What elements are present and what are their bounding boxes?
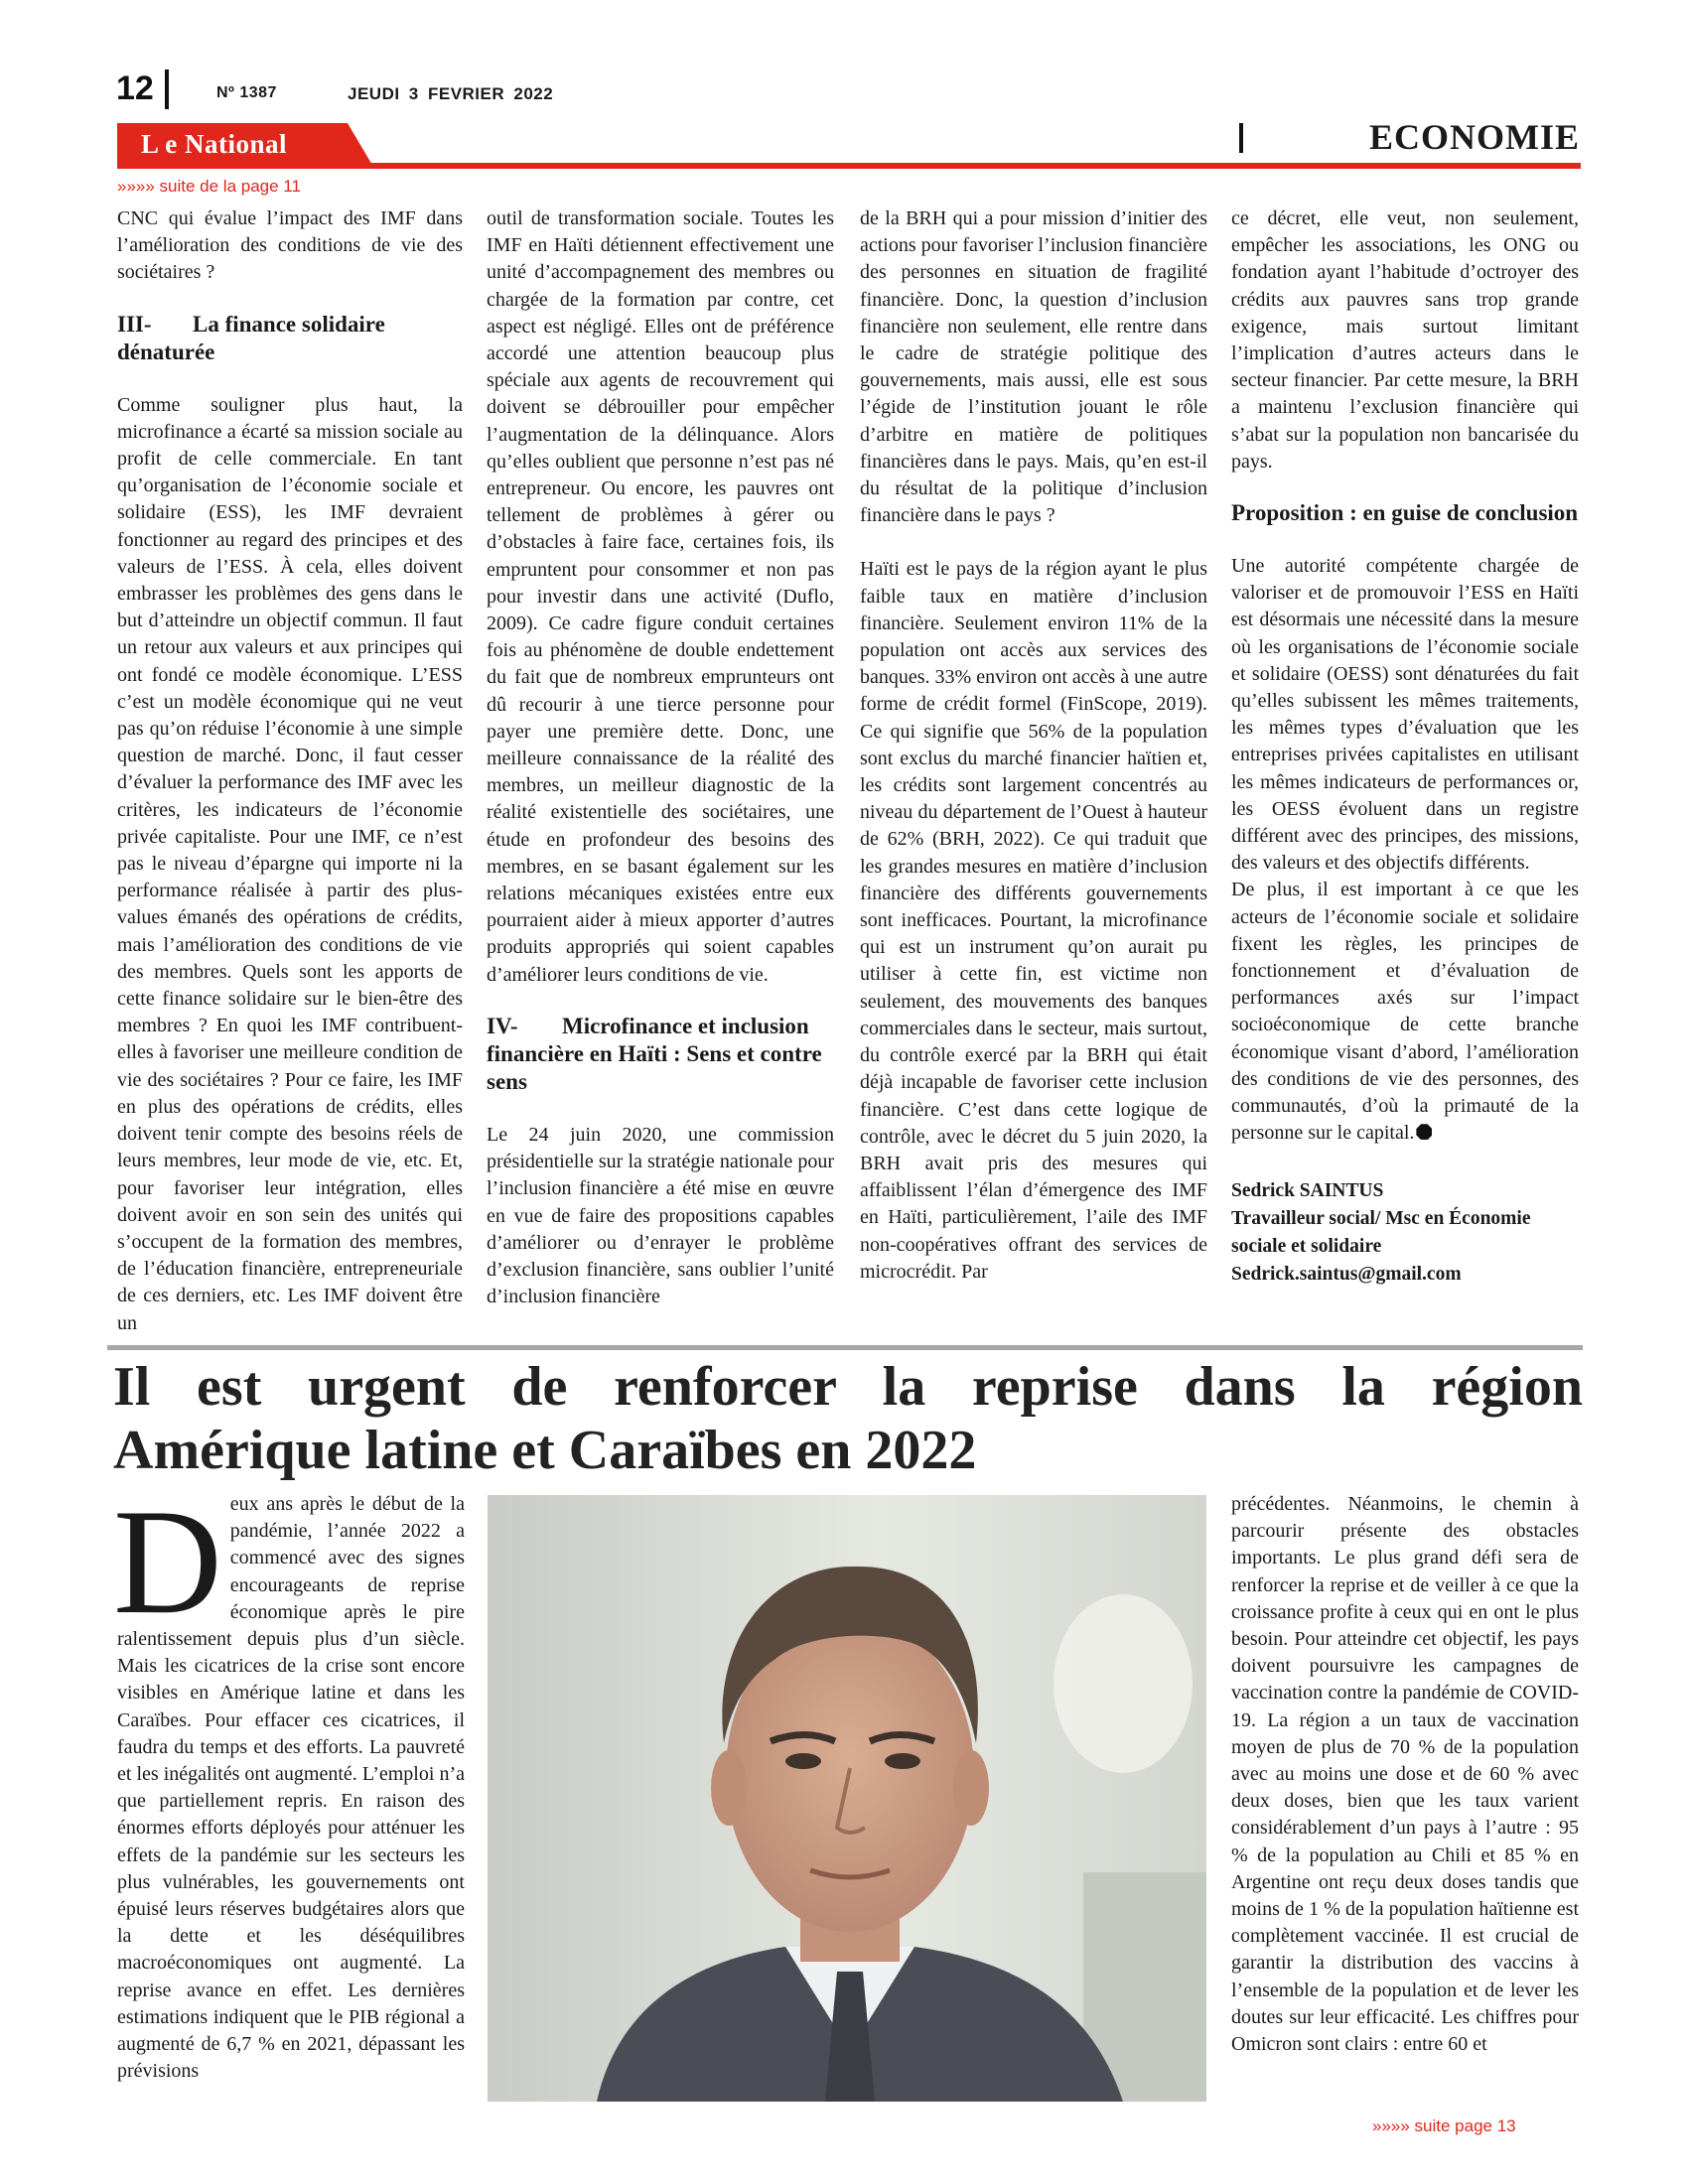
- paragraph: [1231, 877, 1579, 1147]
- header-red-rule: [117, 163, 1581, 169]
- paragraph: Haïti est le pays de la région ayant le plus faible taux en matière d’inclusion financière. Seulement environ 11% de la population ont accès aux services des banques. 33% environ ont accès à une autre forme de crédit formel (FinScope, 2019). Ce qui signifie que 56% de la population sont exclus du marché financier haïtien et, les crédits sont largement concentrés au niveau du département de l’Ouest à hauteur de 62% (BRH, 2022). Ce qui traduit que les grandes mesures en matière d’inclusion financière des différents gouvernements sont inefficaces. Pourtant, la microfinance qui est un instrument qu’on aurait pu utiliser à cette fin, est victime non seulement, des mouvements des banques commerciales dans le secteur, mais surtout, du contrôle exercé par la BRH qui était déjà incapable de favoriser cette inclusion financière. C’est dans cette logique de contrôle, avec le décret du 5 juin 2020, la BRH avait pris des mesures qui affaiblissent l’élan d’émergence des IMF en Haïti, particulièrement, l’aile des IMF non-coopératives offrant des services de microcrédit. Par: [860, 558, 1207, 1283]
- continued-from-link[interactable]: »»»» suite de la page 11: [117, 177, 301, 196]
- paragraph: Le 24 juin 2020, une commission présidentielle sur la stratégie nationale pour l’inclusion financière a été mise en œuvre en vue de faire des propositions capables d’améliorer ou d’enrayer le problème d’exclusion financière, sans oublier l’unité d’inclusion financière: [487, 1123, 834, 1308]
- subheading-text: Microfinance et inclusion financière en Haïti : Sens et contre sens: [487, 1013, 822, 1094]
- article2-column-4: [1231, 1491, 1579, 2058]
- section-divider: [1239, 123, 1243, 153]
- subheading-number: III-: [117, 311, 152, 337]
- author-email[interactable]: Sedrick.saintus@gmail.com: [1231, 1263, 1462, 1285]
- issue-date: JEUDI 3 FEVRIER 2022: [348, 84, 554, 103]
- subheading-iii: [117, 311, 463, 366]
- newspaper-brand-tab: [117, 123, 373, 167]
- portrait-illustration: [488, 1495, 1206, 2102]
- paragraph: ce décret, elle veut, non seulement, empêcher les associations, les ONG ou fondation ayant l’habitude d’octroyer des crédits aux pauvres sans trop grande exigence, mais surtout limitant l’implication d’autres acteurs dans le secteur financier. Par cette mesure, la BRH a maintenu l’exclusion financière qui s’abat sur la population non bancarisée du pays.: [1231, 207, 1579, 473]
- author-name: Sedrick SAINTUS: [1231, 1179, 1384, 1201]
- byline: [1231, 1177, 1579, 1289]
- issue-number: Nº 1387: [216, 84, 277, 101]
- paragraph: CNC qui évalue l’impact des IMF dans l’amélioration des conditions de vie des sociétaires ?: [117, 207, 463, 284]
- article1-column-4: [1231, 205, 1579, 1289]
- end-of-article-icon: [1416, 1124, 1432, 1140]
- paragraph-text: De plus, il est important à ce que les acteurs de l’économie sociale et solidaire fixent les règles, les principes de fonctionnement et d’évaluation de performances axés sur l’impact socioéconomique de cette branche économique visant d’abord, l’amélioration des conditions de vie des personnes, des communautés, d’où la primauté de la personne sur le capital.: [1231, 879, 1579, 1145]
- paragraph: outil de transformation sociale. Toutes les IMF en Haïti détiennent effectivement une unité d’accompagnement des membres ou chargée de la formation par contre, cet aspect est négligé. Elles ont de préférence accordé une attention beaucoup plus spéciale aux agents de recouvrement qui doivent se débrouiller pour empêcher l’augmentation de la délinquance. Alors qu’elles oublient que personne n’est pas né entrepreneur. Ou encore, les pauvres ont tellement de problèmes à gérer ou d’obstacles à faire face, certaines fois, ils empruntent pour consommer et non pas pour investir dans une activité (Duflo, 2009). Ce cadre figure conduit certaines fois au phénomène de double endettement du fait que de nombreux emprunteurs ont dû recourir à une tierce personne pour payer une première dette. Donc, une meilleure connaissance de la réalité des membres, un meilleur diagnostic de la réalité existentielle des sociétaires, une étude en profondeur des besoins des membres, en se basant également sur les relations mécaniques existées entre eux pourraient aider à mieux apporter d’autres produits appropriés qui soient capables d’améliorer leurs conditions de vie.: [487, 207, 834, 986]
- paragraph: Une autorité compétente chargée de valoriser et de promouvoir l’ESS en Haïti est désormais une nécessité dans la mesure où les organisations de l’économie sociale et solidaire (OESS) sont dénaturées du fait qu’elles subissent les mêmes traitements, les mêmes types d’évaluation que les entreprises privées capitalistes en utilisant les mêmes indicateurs de performances or, les OESS évoluent dans un registre différent avec des principes, des missions, des valeurs et des objectifs différents.: [1231, 555, 1579, 875]
- headline-line-1: Il est urgent de renforcer la reprise dans la région: [113, 1356, 1583, 1418]
- article1-column-1: [117, 205, 463, 1337]
- paragraph: eux ans après le début de la pandémie, l’année 2022 a commencé avec des signes encourageants de reprise économique après le pire ralentissement depuis plus d’un siècle. Mais les cicatrices de la crise sont encore visibles en Amérique latine et dans les Caraïbes. Pour effacer ces cicatrices, il faudra du temps et des efforts. La pauvreté et les inégalités ont augmenté. L’emploi n’a que partiellement repris. En raison des énormes efforts déployés pour atténuer les effets de la pandémie sur les secteurs les plus vulnérables, les gouvernements ont épuisé leurs réserves budgétaires alors que la dette et les déséquilibres macroéconomiques ont augmenté. La reprise avance en effet. Les dernières estimations indiquent que le PIB régional a augmenté de 6,7 % en 2021, dépassant les prévisions: [117, 1493, 465, 2083]
- newspaper-name: L e National: [141, 129, 288, 159]
- page-number-divider: [165, 69, 169, 109]
- paragraph: Comme souligner plus haut, la microfinance a écarté sa mission sociale au profit de celle commerciale. En tant qu’organisation de l’économie sociale et solidaire (ESS), les IMF devraient fonctionner au regard des principes et des valeurs de l’ESS. À cela, elles doivent embrasser les problèmes des gens dans le but d’atteindre un objectif commun. Il faut un retour aux valeurs et aux principes qui ont fondé ce modèle économique. L’ESS c’est un modèle économique qui ne veut pas qu’on réduise l’économie à une simple question de marché. Donc, il faut cesser d’évaluer la performance des IMF avec les critères, les indicateurs de l’économie privée capitaliste. Pour une IMF, ce n’est pas le niveau d’épargne qui importe ni la performance réalisée à partir des plus-values émanés des opérations de crédits, mais l’amélioration des conditions de vie des membres. Quels sont les apports de cette finance solidaire sur le bien-être des membres ? En quoi les IMF contribuent-elles à favoriser une meilleure condition de vie des sociétaires ? Pour ce faire, les IMF en plus des opérations de crédits, elles doivent tenir compte des besoins réels de leurs membres, leur mode de vie, etc. Et, pour favoriser leur intégration, elles doivent avoir en son sein des unités qui s’occupent de la formation des membres, de l’éducation financière, entrepreneuriale de ces derniers, etc. Les IMF doivent être un: [117, 393, 463, 1334]
- portrait-photo: [488, 1495, 1206, 2102]
- subheading-conclusion: Proposition : en guise de conclusion: [1231, 500, 1579, 526]
- page-number: 12: [116, 69, 154, 107]
- article-divider: [107, 1345, 1583, 1350]
- continued-to-link[interactable]: »»»» suite page 13: [1372, 2116, 1516, 2135]
- section-title: ECONOMIE: [1368, 117, 1580, 157]
- drop-cap: D: [113, 1478, 222, 1645]
- article1-column-2: [487, 205, 834, 1310]
- article2-column-1: [113, 1478, 465, 2085]
- paragraph: précédentes. Néanmoins, le chemin à parcourir présente des obstacles importants. Le plus grand défi sera de renforcer la reprise et de veiller à ce que la croissance profite à ceux qui en ont le plus besoin. Pour atteindre cet objectif, les pays doivent poursuivre les campagnes de vaccination contre la pandémie de COVID-19. La région a un taux de vaccination moyen de plus de 70 % de la population avec au moins une dose et de 60 % avec deux doses, bien que les taux varient considérablement d’un pays à l’autre : 95 % de la population au Chili et 85 % en Argentine ont reçu deux doses tandis que moins de 1 % de la population haïtienne est complètement vaccinée. Il est crucial de garantir la distribution des vaccins à l’ensemble de la population et de lever les doutes sur leur efficacité. Les chiffres pour Omicron sont clairs : entre 60 et: [1231, 1493, 1579, 2056]
- subheading-text: La finance solidaire dénaturée: [117, 311, 385, 364]
- article2-headline: [113, 1355, 1583, 1482]
- paragraph: de la BRH qui a pour mission d’initier des actions pour favoriser l’inclusion financière des personnes en situation de fragilité financière. Donc, la question d’inclusion financière non seulement, elle rentre dans le cadre de stratégie politique des gouvernements, mais aussi, elle est sous l’égide de l’institution jouant le rôle d’arbitre en matière de politiques financières dans le pays. Mais, qu’en est-il du résultat de la politique d’inclusion financière dans le pays ?: [860, 207, 1207, 527]
- headline-line-2: Amérique latine et Caraïbes en 2022: [113, 1420, 977, 1481]
- subheading-number: IV-: [487, 1013, 518, 1038]
- article1-column-3: [860, 205, 1207, 1286]
- subheading-iv: [487, 1013, 834, 1096]
- author-title: Travailleur social/ Msc en Économie sociale et solidaire: [1231, 1207, 1531, 1257]
